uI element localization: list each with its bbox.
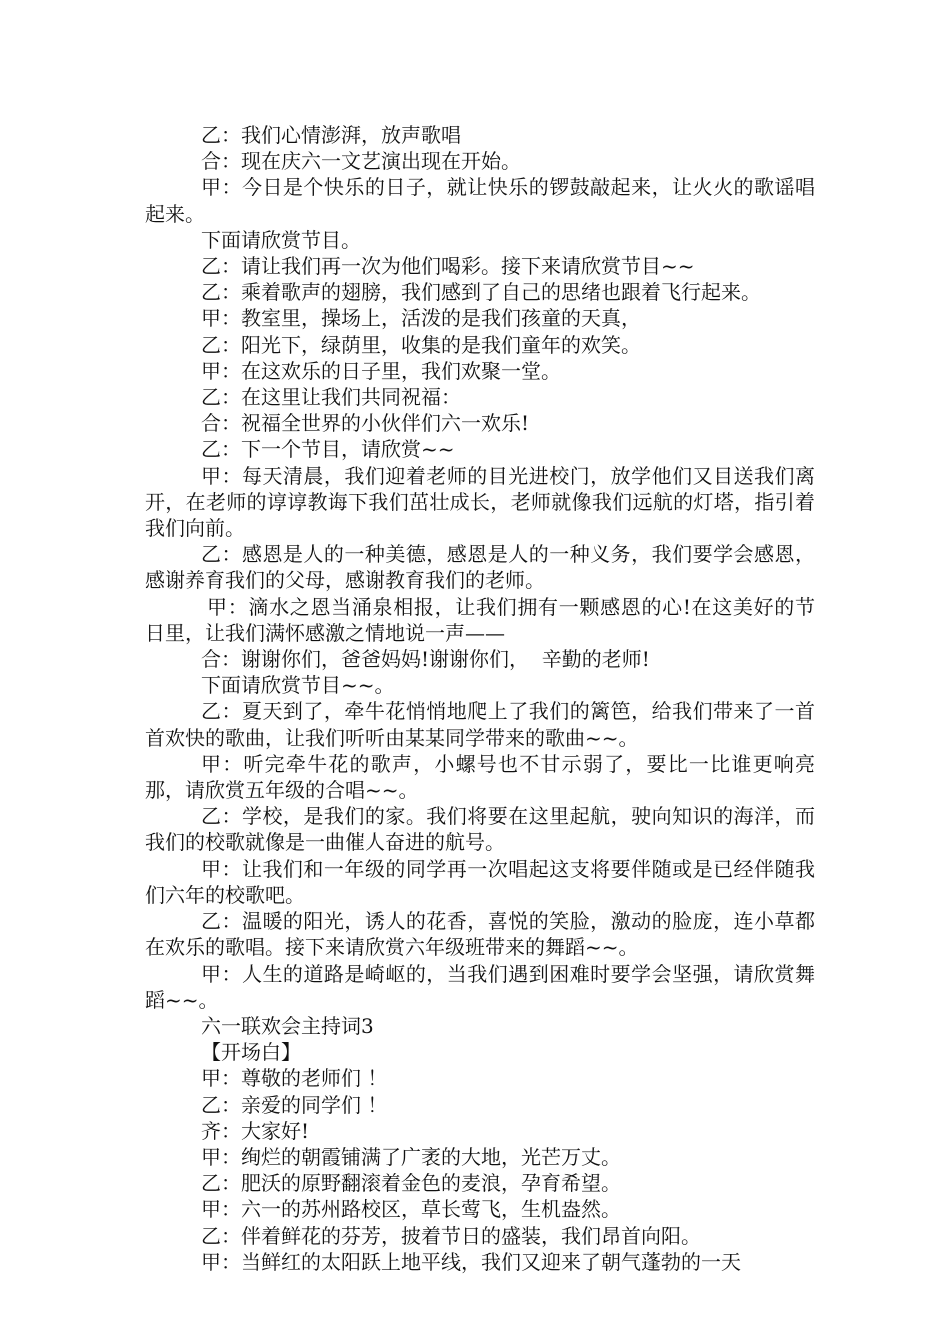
document-body [145, 122, 815, 1275]
script-line: 乙：感恩是人的一种美德，感恩是人的一种义务，我们要学会感恩，感谢养育我们的父母，感谢教育我们的老师。 [145, 542, 815, 593]
script-line: 甲：六一的苏州路校区，草长莺飞，生机盎然。 [201, 1197, 621, 1222]
script-line: 乙：肥沃的原野翻滚着金色的麦浪，孕育希望。 [201, 1171, 621, 1196]
script-line: 乙：学校，是我们的家。我们将要在这里起航，驶向知识的海洋，而我们的校歌就像是一曲催人奋进的航号。 [145, 804, 815, 855]
script-line: 乙：亲爱的同学们 ！ [201, 1092, 388, 1117]
script-line: 甲：让我们和一年级的同学再一次唱起这支将要伴随或是已经伴随我们六年的校歌吧。 [145, 856, 815, 907]
script-line: 合：谢谢你们，爸爸妈妈!谢谢你们， 辛勤的老师! [201, 647, 650, 672]
script-line: 甲：每天清晨，我们迎着老师的目光进校门，放学他们又目送我们离开，在老师的谆谆教诲下我们茁壮成长，老师就像我们远航的灯塔，指引着我们向前。 [145, 463, 815, 541]
script-line: 乙：我们心情澎湃，放声歌唱 [201, 123, 461, 147]
script-line: 乙：在这里让我们共同祝福： [201, 385, 461, 410]
script-line: 乙：下一个节目，请欣赏~~ [201, 437, 455, 462]
script-line: 下面请欣赏节目~~。 [201, 673, 395, 698]
script-line: 乙：伴着鲜花的芬芳，披着节日的盛装，我们昂首向阳。 [201, 1223, 701, 1248]
script-line: 甲：人生的道路是崎岖的，当我们遇到困难时要学会坚强，请欣赏舞蹈~~。 [145, 961, 815, 1012]
script-line: 齐：大家好! [201, 1118, 310, 1143]
script-line: 甲：在这欢乐的日子里，我们欢聚一堂。 [201, 358, 561, 383]
script-line: 乙：乘着歌声的翅膀，我们感到了自己的思绪也跟着飞行起来。 [201, 280, 761, 305]
script-line: 甲：听完牵牛花的歌声，小螺号也不甘示弱了，要比一比谁更响亮那，请欣赏五年级的合唱~~。 [145, 751, 815, 803]
script-line: 甲：滴水之恩当涌泉相报，让我们拥有一颗感恩的心!在这美好的节日里，让我们满怀感激之情地说一声—— [145, 594, 815, 645]
script-line: 甲：当鲜红的太阳跃上地平线，我们又迎来了朝气蓬勃的一天 [201, 1249, 741, 1274]
script-line: 合：祝福全世界的小伙伴们六一欢乐! [201, 411, 530, 436]
script-line: 甲：绚烂的朝霞铺满了广袤的大地，光芒万丈。 [201, 1144, 621, 1169]
script-line: 乙：温暖的阳光，诱人的花香，喜悦的笑脸，激动的脸庞，连小草都在欢乐的歌唱。接下来请欣赏六年级班带来的舞蹈~~。 [145, 909, 815, 960]
script-line: 甲：今日是个快乐的日子，就让快乐的锣鼓敲起来，让火火的歌谣唱起来。 [145, 175, 815, 226]
section-title: 六一联欢会主持词3 [201, 1013, 374, 1038]
script-line: 合：现在庆六一文艺演出现在开始。 [201, 149, 521, 174]
script-line: 乙：请让我们再一次为他们喝彩。接下来请欣赏节目~~ [201, 254, 695, 279]
script-line: 乙：夏天到了，牵牛花悄悄地爬上了我们的篱笆，给我们带来了一首首欢快的歌曲，让我们听听由某某同学带来的歌曲~~。 [145, 699, 815, 750]
script-line: 下面请欣赏节目。 [201, 227, 361, 252]
script-line: 乙：阳光下，绿荫里，收集的是我们童年的欢笑。 [201, 332, 641, 357]
script-line: 甲：尊敬的老师们 ！ [201, 1066, 388, 1091]
script-line: 甲：教室里，操场上，活泼的是我们孩童的天真， [201, 306, 641, 331]
section-heading: 【开场白】 [201, 1040, 301, 1065]
